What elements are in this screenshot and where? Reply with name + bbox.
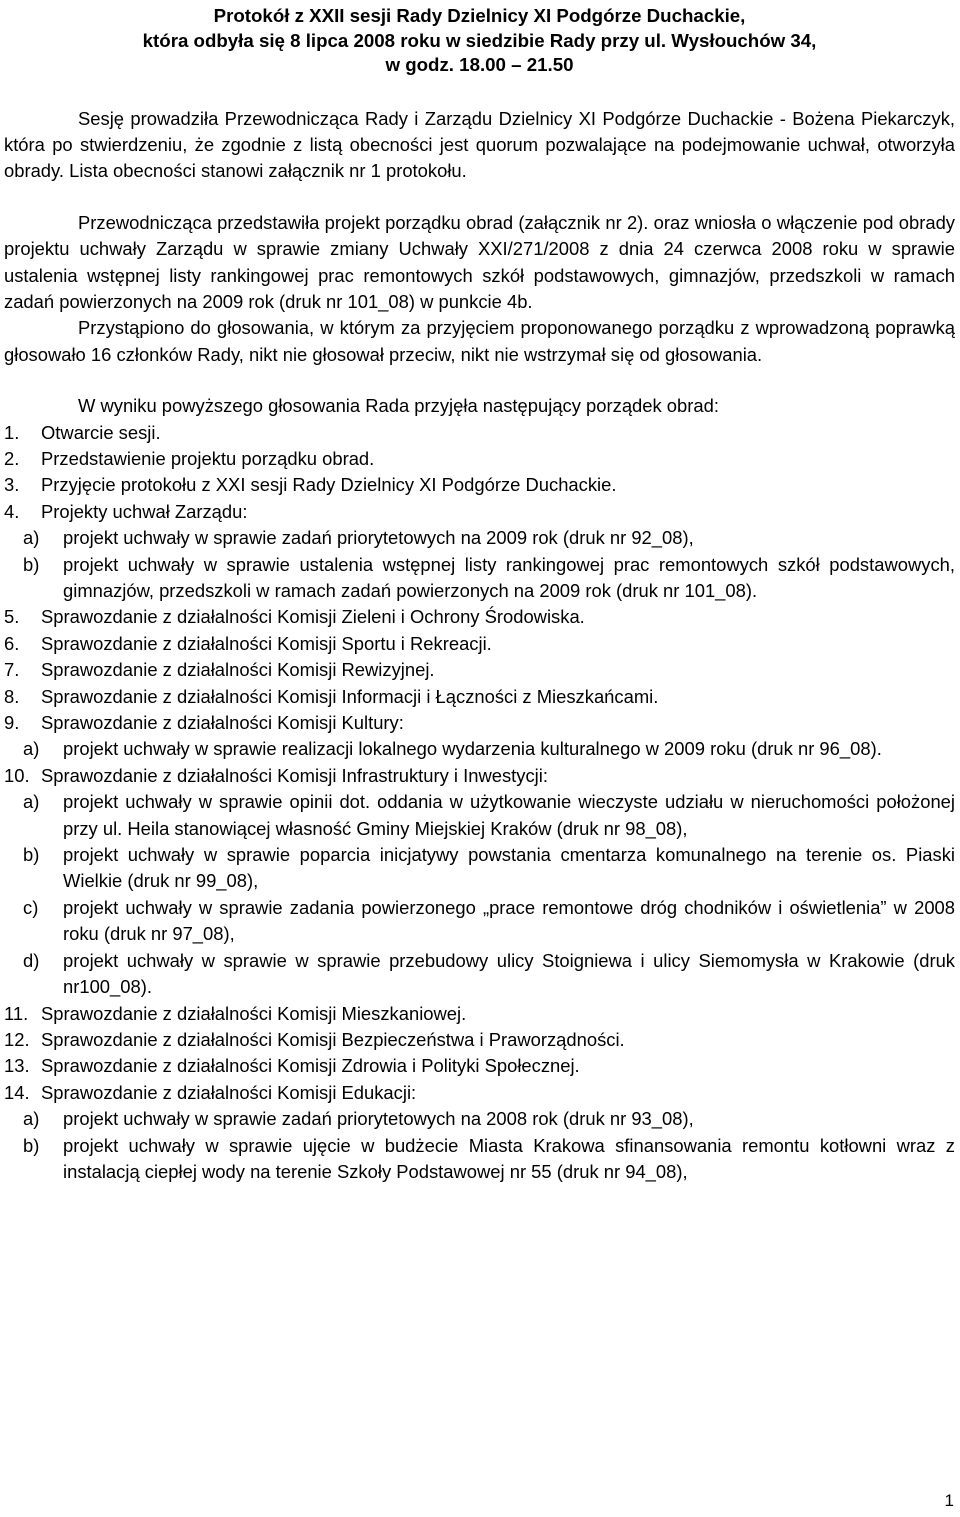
agenda-item bbox=[4, 763, 955, 789]
agenda-text: Sprawozdanie z działalności Komisji Mieszkaniowej. bbox=[41, 1002, 467, 1024]
agenda-text: Sprawozdanie z działalności Komisji Kultury: bbox=[41, 712, 404, 734]
title-line-1: Protokół z XXII sesji Rady Dzielnicy XI Podgórze Duchackie, bbox=[213, 5, 746, 26]
agenda-subitem bbox=[4, 525, 955, 551]
agenda-number: 11. bbox=[4, 1002, 29, 1024]
agenda-text: Sprawozdanie z działalności Komisji Zdrowia i Polityki Społecznej. bbox=[41, 1055, 580, 1077]
agenda-subitem bbox=[4, 1133, 955, 1186]
agenda-text: Sprawozdanie z działalności Komisji Informacji i Łączności z Mieszkańcami. bbox=[41, 685, 659, 707]
agenda-number: 5. bbox=[4, 606, 20, 628]
agenda-item bbox=[4, 1027, 955, 1053]
agenda-number: 8. bbox=[4, 685, 20, 707]
agenda-item bbox=[4, 604, 955, 630]
page-number: 1 bbox=[944, 1491, 954, 1510]
agenda-item bbox=[4, 1001, 955, 1027]
agenda-subitem-letter: b) bbox=[23, 844, 40, 866]
agenda-subitem-text: projekt uchwały w sprawie poparcia inicjatywy powstania cmentarza komunalnego na terenie os. Piaski Wielkie (druk nr 99_08), bbox=[63, 844, 955, 892]
agenda-number: 6. bbox=[4, 632, 20, 654]
agenda-list bbox=[4, 420, 955, 1186]
agenda-number: 14. bbox=[4, 1081, 30, 1103]
agenda-number: 12. bbox=[4, 1028, 30, 1050]
agenda-subitem-text: projekt uchwały w sprawie zadań priorytetowych na 2009 rok (druk nr 92_08), bbox=[63, 527, 694, 549]
agenda-number: 7. bbox=[4, 659, 20, 681]
agenda-text: Projekty uchwał Zarządu: bbox=[41, 500, 248, 522]
document-page bbox=[4, 4, 955, 1185]
agenda-item bbox=[4, 420, 955, 446]
agenda-item bbox=[4, 710, 955, 736]
agenda-subitem bbox=[4, 895, 955, 948]
title-line-2: która odbyła się 8 lipca 2008 roku w siedzibie Rady przy ul. Wysłouchów 34, bbox=[142, 29, 817, 51]
agenda-text: Sprawozdanie z działalności Komisji Zieleni i Ochrony Środowiska. bbox=[41, 606, 585, 628]
paragraph-vote-result: Przystąpiono do głosowania, w którym za przyjęciem proponowanego porządku z wprowadzoną poprawką głosowało 16 członków Rady, nikt nie głosował przeciw, nikt nie wstrzymał się od głosowania. bbox=[4, 317, 955, 365]
agenda-subitem-letter: b) bbox=[23, 553, 40, 575]
paragraph-agenda-intro: W wyniku powyższego głosowania Rada przyjęła następujący porządek obrad: bbox=[78, 395, 719, 417]
agenda-item bbox=[4, 446, 955, 472]
agenda-subitem-text: projekt uchwały w sprawie ujęcie w budżecie Miasta Krakowa sfinansowania remontu kotłowni wraz z instalacją ciepłej wody na terenie Szkoły Podstawowej nr 55 (druk nr 94_08), bbox=[63, 1134, 955, 1182]
agenda-text: Sprawozdanie z działalności Komisji Infrastruktury i Inwestycji: bbox=[41, 764, 548, 786]
agenda-number: 4. bbox=[4, 500, 20, 522]
agenda-subitem-letter: d) bbox=[23, 949, 40, 971]
title-line-3: w godz. 18.00 – 21.50 bbox=[385, 54, 574, 75]
paragraph-opening: Sesję prowadziła Przewodnicząca Rady i Zarządu Dzielnicy XI Podgórze Duchackie - Bożena Piekarczyk, która po stwierdzeniu, że zgodnie z listą obecności jest quorum pozwalające na podejmowanie uchwał, otworzyła obrady. Lista obecności stanowi załącznik nr 1 protokołu. bbox=[4, 107, 955, 182]
agenda-subitem-text: projekt uchwały w sprawie w sprawie przebudowy ulicy Stoigniewa i ulicy Siemomysła w Krakowie (druk nr100_08). bbox=[63, 949, 955, 998]
agenda-text: Sprawozdanie z działalności Komisji Bezpieczeństwa i Praworządności. bbox=[41, 1028, 625, 1050]
agenda-text: Sprawozdanie z działalności Komisji Edukacji: bbox=[41, 1081, 417, 1103]
agenda-subitem bbox=[4, 842, 955, 895]
agenda-subitem-letter: b) bbox=[23, 1134, 40, 1156]
agenda-item bbox=[4, 1053, 955, 1079]
agenda-text: Otwarcie sesji. bbox=[41, 421, 161, 443]
agenda-number: 2. bbox=[4, 447, 20, 469]
document-title bbox=[4, 4, 955, 78]
agenda-subitem bbox=[4, 789, 955, 842]
agenda-text: Przyjęcie protokołu z XXI sesji Rady Dzielnicy XI Podgórze Duchackie. bbox=[41, 474, 617, 496]
agenda-subitem-text: projekt uchwały w sprawie zadania powierzonego „prace remontowe dróg chodników i oświetlenia” w 2008 roku (druk nr 97_08), bbox=[63, 896, 955, 945]
agenda-subitem bbox=[4, 736, 955, 762]
agenda-subitem-text: projekt uchwały w sprawie realizacji lokalnego wydarzenia kulturalnego w 2009 roku (druk nr 96_08). bbox=[63, 738, 882, 760]
paragraph-agenda-proposal: Przewodnicząca przedstawiła projekt porządku obrad (załącznik nr 2). oraz wniosła o włączenie pod obrady projektu uchwały Zarządu w sprawie zmiany Uchwały XXI/271/2008 z dnia 24 czerwca 2008 roku w sprawie ustalenia wstępnej listy rankingowej prac remontowych szkół podstawowych, gimnazjów, przedszkoli w ramach zadań powierzonych na 2009 rok (druk nr 101_08) w punkcie 4b. bbox=[4, 211, 955, 312]
agenda-subitem-text: projekt uchwały w sprawie zadań priorytetowych na 2008 rok (druk nr 93_08), bbox=[63, 1108, 694, 1130]
agenda-item bbox=[4, 472, 955, 498]
agenda-item bbox=[4, 499, 955, 525]
agenda-subitem-letter: a) bbox=[23, 791, 40, 813]
agenda-text: Sprawozdanie z działalności Komisji Rewizyjnej. bbox=[41, 659, 435, 681]
agenda-number: 10. bbox=[4, 764, 30, 786]
agenda-number: 1. bbox=[4, 421, 20, 443]
agenda-item bbox=[4, 657, 955, 683]
agenda-subitem-text: projekt uchwały w sprawie opinii dot. oddania w użytkowanie wieczyste udziału w nieruchomości położonej przy ul. Heila stanowiącej własność Gminy Miejskiej Kraków (druk nr 98_08), bbox=[63, 791, 955, 839]
agenda-item bbox=[4, 684, 955, 710]
agenda-subitem-letter: a) bbox=[23, 527, 40, 549]
agenda-subitem bbox=[4, 1106, 955, 1132]
agenda-number: 13. bbox=[4, 1055, 30, 1077]
agenda-text: Przedstawienie projektu porządku obrad. bbox=[41, 447, 375, 469]
agenda-subitem bbox=[4, 948, 955, 1001]
agenda-item bbox=[4, 1080, 955, 1106]
agenda-text: Sprawozdanie z działalności Komisji Sportu i Rekreacji. bbox=[41, 632, 492, 654]
agenda-subitem-letter: a) bbox=[23, 738, 40, 760]
agenda-subitem-letter: a) bbox=[23, 1108, 40, 1130]
agenda-number: 9. bbox=[4, 712, 20, 734]
agenda-subitem-text: projekt uchwały w sprawie ustalenia wstępnej listy rankingowej prac remontowych szkół podstawowych, gimnazjów, przedszkoli w ramach zadań powierzonych na 2009 rok (druk nr 101_08). bbox=[63, 553, 955, 601]
agenda-item bbox=[4, 631, 955, 657]
agenda-subitem bbox=[4, 552, 955, 605]
agenda-number: 3. bbox=[4, 474, 20, 496]
agenda-subitem-letter: c) bbox=[23, 896, 39, 918]
